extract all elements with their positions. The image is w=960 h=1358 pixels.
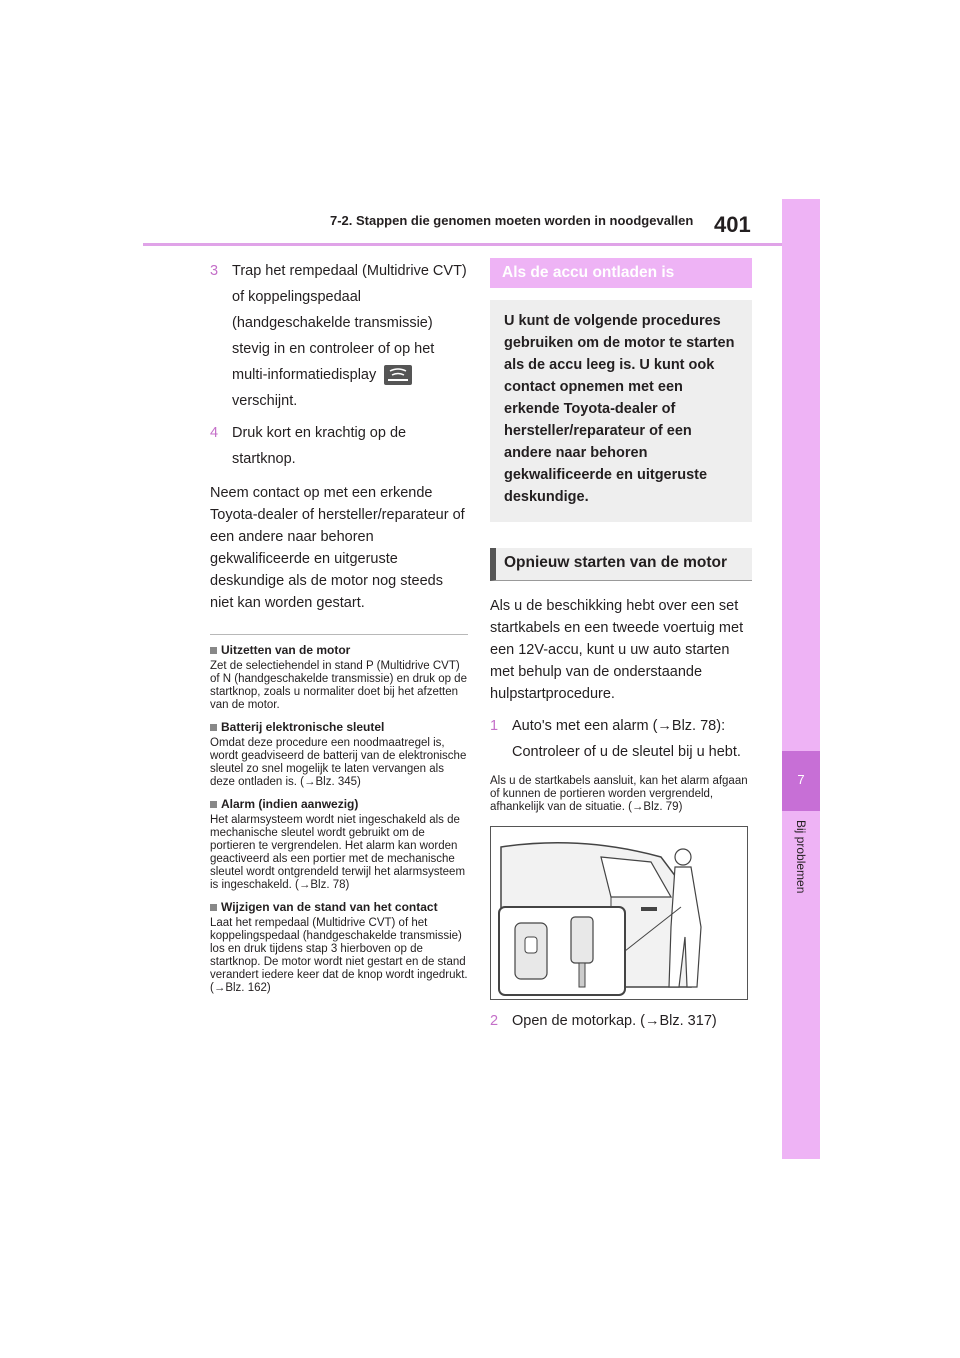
step-text: Druk kort en krachtig op de startknop. <box>232 425 407 467</box>
bullet-square-icon <box>210 801 217 808</box>
note-alarm <box>210 797 468 892</box>
right-column <box>490 258 752 1040</box>
chapter-number: 7 <box>797 772 805 787</box>
side-tab <box>782 199 820 1159</box>
note-title: Wijzigen van de stand van het contact <box>210 900 468 914</box>
note-key-battery <box>210 720 468 789</box>
steering-alert-icon <box>384 365 412 385</box>
header-rule <box>143 243 783 246</box>
chapter-label: Bij problemen <box>794 820 808 894</box>
note-text: Het alarmsysteem wordt niet ingeschakeld als de mechanische sleutel wordt gebruikt om de portieren te vergrendelen. Het alarm kan worden geactiveerd als een portier met de mechanische sleutel wordt ontgrendeld terwijl het alarmsysteem is ingeschakeld. (→Blz. 78) <box>210 814 466 891</box>
note-title: Batterij elektronische sleutel <box>210 720 468 734</box>
note-text: Laat het rempedaal (Multidrive CVT) of het koppelingspedaal (handgeschakelde transmissie) los en druk tijdens stap 3 hierboven op de startknop. De motor wordt niet gestart en de stand verandert iedere keer dat de knop wordt ingedrukt. (→Blz. 162) <box>210 917 468 994</box>
step-1 <box>490 713 752 765</box>
step-2 <box>490 1008 752 1034</box>
divider <box>210 634 468 635</box>
bullet-square-icon <box>210 724 217 731</box>
alarm-note: Als u de startkabels aansluit, kan het alarm afgaan of kunnen de portieren worden vergrendeld, afhankelijk van de situatie. (→Blz. 79) <box>490 775 748 813</box>
note-text: Zet de selectiehendel in stand P (Multidrive CVT) of N (handgeschakelde transmissie) en druk op de startknop, zoals u normaliter doet bij het afzetten van de motor. <box>210 660 467 711</box>
section-heading: Als de accu ontladen is <box>490 258 752 288</box>
header-title: 7-2. Stappen die genomen moeten worden in noodgevallen <box>330 213 694 228</box>
contact-paragraph: Neem contact op met een erkende Toyota-dealer of hersteller/reparateur of een andere naar behoren gekwalificeerde en uitgeruste deskundige als de motor nog steeds niet kan worden gestart. <box>210 485 465 611</box>
car-door-key-illustration <box>490 826 748 1000</box>
page-number: 401 <box>714 212 751 237</box>
step-text: Auto's met een alarm (→Blz. 78): Controleer of u de sleutel bij u hebt. <box>512 718 741 760</box>
bullet-square-icon <box>210 647 217 654</box>
note-title: Uitzetten van de motor <box>210 643 468 657</box>
step-text: Open de motorkap. (→Blz. 317) <box>512 1013 717 1029</box>
step-text: Trap het rempedaal (Multidrive CVT) of koppelingspedaal (handgeschakelde transmissie) stevig in en controleer of op het multi-informatiedisplay <box>232 263 467 383</box>
note-title: Alarm (indien aanwezig) <box>210 797 468 811</box>
step-4 <box>210 420 468 472</box>
note-text: Omdat deze procedure een noodmaatregel is, wordt geadviseerd de batterij van de elektronische sleutel zo snel mogelijk te laten vervangen als deze ontladen is. (→Blz. 345) <box>210 737 467 788</box>
jumpstart-paragraph: Als u de beschikking hebt over een set startkabels en een tweede voertuig met een 12V-accu, kunt u uw auto starten met behulp van de onderstaande hulpstartprocedure. <box>490 598 744 702</box>
sub-heading: Opnieuw starten van de motor <box>490 548 752 581</box>
step-number: 1 <box>490 718 499 734</box>
step-number: 4 <box>210 425 219 441</box>
step-3 <box>210 258 468 414</box>
bullet-square-icon <box>210 904 217 911</box>
step-number: 3 <box>210 263 219 279</box>
note-ignition-mode <box>210 900 468 995</box>
step-number: 2 <box>490 1013 499 1029</box>
note-engine-off <box>210 643 468 712</box>
info-box: U kunt de volgende procedures gebruiken om de motor te starten als de accu leeg is. U kunt ook contact opnemen met een erkende Toyota-dealer of hersteller/reparateur of een andere naar behoren gekwalificeerde en uitgeruste deskundige. <box>490 300 752 522</box>
left-column <box>210 258 468 995</box>
step-text-end: verschijnt. <box>232 393 298 409</box>
